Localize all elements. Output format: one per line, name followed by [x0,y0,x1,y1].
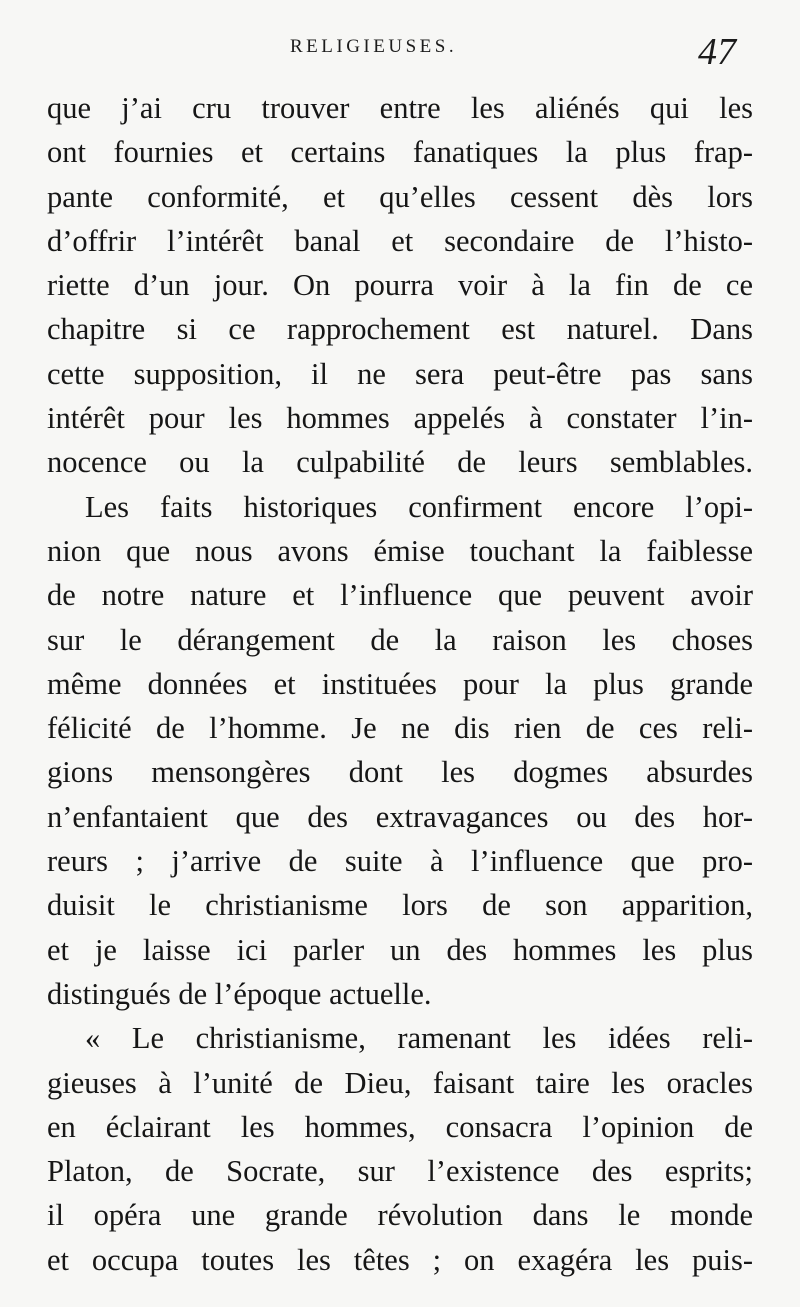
text-line: duisit le christianisme lors de son apparition, [47,888,753,923]
text-line: gieuses à l’unité de Dieu, faisant taire les oracles [47,1065,753,1100]
text-line: d’offrir l’intérêt banal et secondaire de l’histo- [47,223,753,258]
text-line: n’enfantaient que des extravagances ou des hor- [47,799,753,834]
text-line: « Le christianisme, ramenant les idées reli- [85,1021,753,1056]
text-line: que j’ai cru trouver entre les aliénés qui les [47,91,753,125]
text-line: chapitre si ce rapprochement est naturel. Dans [47,312,753,347]
paragraph-2 [47,485,753,1017]
body-text [47,86,753,1282]
paragraph-1 [47,86,753,485]
text-line: riette d’un jour. On pourra voir à la fin de ce [47,268,753,303]
text-line: félicité de l’homme. Je ne dis rien de ces reli- [47,711,753,746]
text-line: nocence ou la culpabilité de leurs semblables. [47,445,753,480]
text-line: de notre nature et l’influence que peuvent avoir [47,578,753,613]
text-line: sur le dérangement de la raison les choses [47,622,753,657]
text-line: Platon, de Socrate, sur l’existence des esprits; [47,1154,753,1189]
text-line: gions mensongères dont les dogmes absurdes [47,755,753,790]
text-line: pante conformité, et qu’elles cessent dès lors [47,179,753,214]
text-line: et je laisse ici parler un des hommes les plus [47,932,753,967]
text-line: il opéra une grande révolution dans le monde [47,1198,753,1233]
text-line: cette supposition, il ne sera peut-être pas sans [47,356,753,391]
text-line: distingués de l’époque actuelle. [47,976,432,1011]
running-title: RELIGIEUSES. [290,36,458,57]
text-line: et occupa toutes les têtes ; on exagéra les puis- [47,1242,753,1277]
text-line: intérêt pour les hommes appelés à constater l’in- [47,401,753,436]
text-line: en éclairant les hommes, consacra l’opinion de [47,1109,753,1144]
text-line: nion que nous avons émise touchant la faiblesse [47,533,753,568]
text-line: même données et instituées pour la plus grande [47,666,753,701]
text-line: ont fournies et certains fanatiques la plus frap- [47,135,753,170]
text-line: Les faits historiques confirment encore l’opi- [85,489,753,524]
page-number: 47 [698,31,736,73]
paragraph-3 [47,1016,753,1282]
text-line: reurs ; j’arrive de suite à l’influence que pro- [47,844,753,879]
